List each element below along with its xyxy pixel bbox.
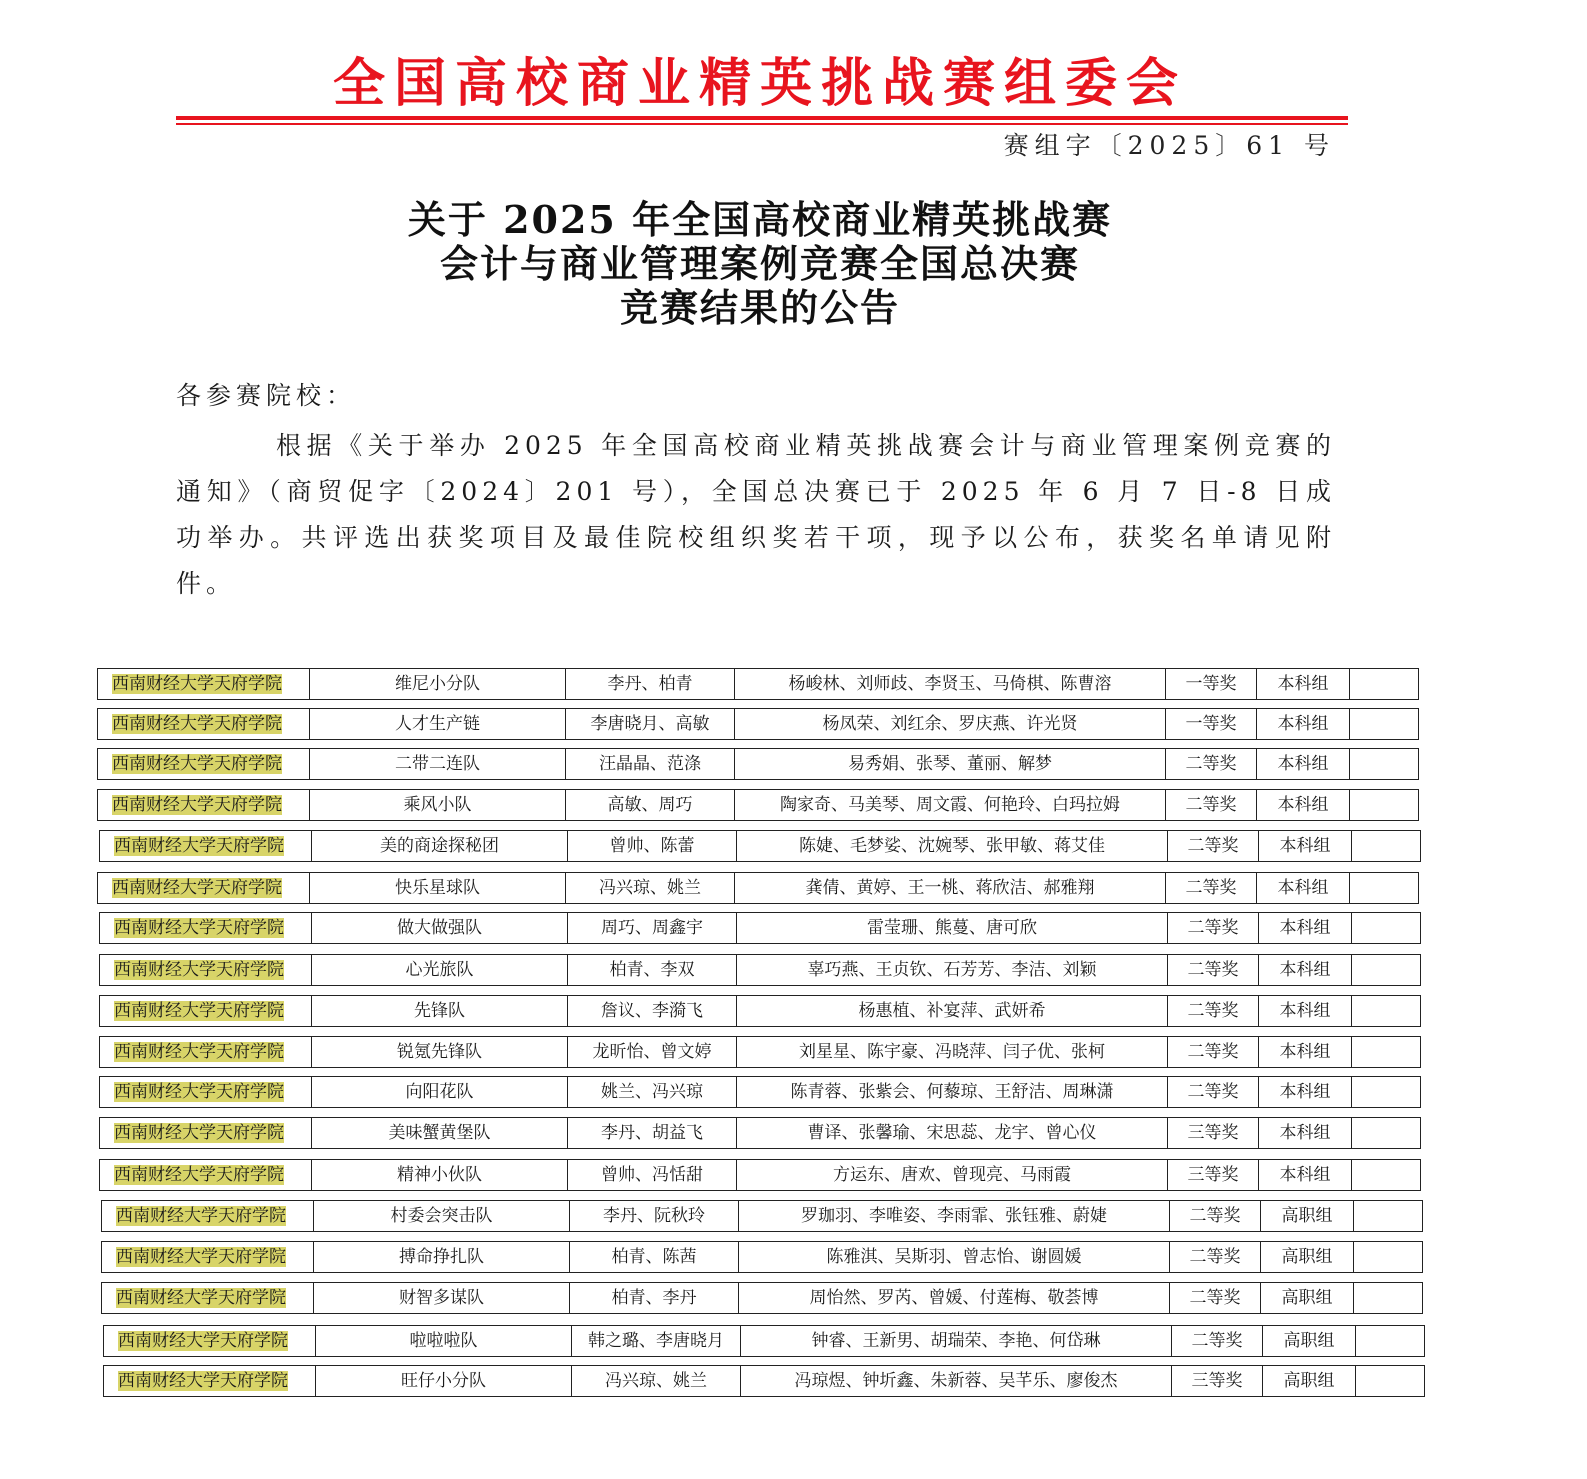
group-cell: 本科组 xyxy=(1256,749,1349,779)
document-number: 赛组字〔2025〕61 号 xyxy=(1003,131,1335,160)
team-name-cell: 心光旅队 xyxy=(311,955,567,985)
award-level-cell: 二等奖 xyxy=(1167,996,1258,1026)
school-cell xyxy=(97,749,309,779)
table-row xyxy=(97,708,1419,740)
award-level-cell: 二等奖 xyxy=(1167,831,1258,861)
school-name-highlight: 西南财经大学天府学院 xyxy=(112,714,282,734)
award-level-cell: 一等奖 xyxy=(1165,669,1256,699)
advisors-cell: 高敏、周巧 xyxy=(565,790,734,820)
team-name-cell: 向阳花队 xyxy=(311,1077,567,1107)
members-cell: 雷莹珊、熊蔓、唐可欣 xyxy=(736,913,1167,943)
empty-cell xyxy=(1351,955,1421,985)
members-cell: 曹译、张馨瑜、宋思蕊、龙宇、曾心仪 xyxy=(736,1118,1167,1148)
headline-line-2: 会计与商业管理案例竞赛全国总决赛 xyxy=(439,241,1080,286)
advisors-cell: 姚兰、冯兴琼 xyxy=(567,1077,736,1107)
table-row xyxy=(99,1159,1421,1191)
members-cell: 陈婕、毛梦娑、沈婉琴、张甲敏、蒋艾佳 xyxy=(736,831,1167,861)
school-name-highlight: 西南财经大学天府学院 xyxy=(114,918,284,938)
red-divider-thin xyxy=(176,123,1348,125)
headline-line-3: 竞赛结果的公告 xyxy=(619,285,900,330)
advisors-cell: 柏青、李丹 xyxy=(569,1283,738,1313)
table-row xyxy=(103,1365,1425,1397)
school-name-highlight: 西南财经大学天府学院 xyxy=(112,754,282,774)
school-cell xyxy=(97,669,309,699)
empty-cell xyxy=(1351,1077,1421,1107)
school-name-highlight: 西南财经大学天府学院 xyxy=(116,1247,286,1267)
group-cell: 本科组 xyxy=(1258,1160,1351,1190)
members-cell: 陈雅淇、吴斯羽、曾志怡、谢圆媛 xyxy=(738,1242,1169,1272)
team-name-cell: 搏命挣扎队 xyxy=(313,1242,569,1272)
group-cell: 高职组 xyxy=(1260,1283,1353,1313)
school-cell xyxy=(103,1366,315,1396)
group-cell: 本科组 xyxy=(1258,831,1351,861)
award-level-cell: 三等奖 xyxy=(1167,1160,1258,1190)
organization-title: 全国高校商业精英挑战赛组委会 xyxy=(332,53,1187,114)
members-cell: 龚倩、黄婷、王一桃、蒋欣洁、郝雅翔 xyxy=(734,873,1165,903)
school-cell xyxy=(99,1118,311,1148)
table-row xyxy=(101,1282,1423,1314)
group-cell: 本科组 xyxy=(1256,873,1349,903)
table-row xyxy=(101,1241,1423,1273)
award-level-cell: 二等奖 xyxy=(1169,1283,1260,1313)
team-name-cell: 人才生产链 xyxy=(309,709,565,739)
empty-cell xyxy=(1349,709,1419,739)
advisors-cell: 柏青、陈茜 xyxy=(569,1242,738,1272)
award-level-cell: 三等奖 xyxy=(1167,1118,1258,1148)
school-name-highlight: 西南财经大学天府学院 xyxy=(114,1123,284,1143)
empty-cell xyxy=(1349,873,1419,903)
salutation: 各参赛院校： xyxy=(176,381,357,410)
team-name-cell: 维尼小分队 xyxy=(309,669,565,699)
advisors-cell: 冯兴琼、姚兰 xyxy=(565,873,734,903)
group-cell: 本科组 xyxy=(1256,790,1349,820)
members-cell: 钟睿、王新男、胡瑞荣、李艳、何岱琳 xyxy=(740,1326,1171,1356)
award-level-cell: 二等奖 xyxy=(1167,1077,1258,1107)
group-cell: 高职组 xyxy=(1262,1366,1355,1396)
award-level-cell: 二等奖 xyxy=(1165,749,1256,779)
school-name-highlight: 西南财经大学天府学院 xyxy=(114,1165,284,1185)
empty-cell xyxy=(1353,1283,1423,1313)
team-name-cell: 啦啦啦队 xyxy=(315,1326,571,1356)
table-row xyxy=(99,1076,1421,1108)
school-name-highlight: 西南财经大学天府学院 xyxy=(114,960,284,980)
school-cell xyxy=(97,709,309,739)
group-cell: 高职组 xyxy=(1260,1201,1353,1231)
advisors-cell: 曾帅、冯恬甜 xyxy=(567,1160,736,1190)
team-name-cell: 乘风小队 xyxy=(309,790,565,820)
group-cell: 本科组 xyxy=(1256,669,1349,699)
school-cell xyxy=(99,996,311,1026)
empty-cell xyxy=(1351,913,1421,943)
group-cell: 本科组 xyxy=(1258,996,1351,1026)
school-name-highlight: 西南财经大学天府学院 xyxy=(118,1371,288,1391)
members-cell: 罗珈羽、李唯姿、李雨霏、张钰雅、蔚婕 xyxy=(738,1201,1169,1231)
advisors-cell: 汪晶晶、范涤 xyxy=(565,749,734,779)
school-name-highlight: 西南财经大学天府学院 xyxy=(112,674,282,694)
members-cell: 冯琼煜、钟圻鑫、朱新蓉、吴芊乐、廖俊杰 xyxy=(740,1366,1171,1396)
advisors-cell: 韩之璐、李唐晓月 xyxy=(571,1326,740,1356)
school-name-highlight: 西南财经大学天府学院 xyxy=(112,878,282,898)
empty-cell xyxy=(1355,1366,1425,1396)
school-cell xyxy=(101,1283,313,1313)
advisors-cell: 李唐晓月、高敏 xyxy=(565,709,734,739)
group-cell: 本科组 xyxy=(1258,1077,1351,1107)
empty-cell xyxy=(1349,790,1419,820)
school-cell xyxy=(97,790,309,820)
advisors-cell: 李丹、胡益飞 xyxy=(567,1118,736,1148)
school-name-highlight: 西南财经大学天府学院 xyxy=(114,1042,284,1062)
team-name-cell: 先锋队 xyxy=(311,996,567,1026)
advisors-cell: 龙昕怡、曾文婷 xyxy=(567,1037,736,1067)
advisors-cell: 詹议、李漪飞 xyxy=(567,996,736,1026)
group-cell: 本科组 xyxy=(1258,955,1351,985)
team-name-cell: 精神小伙队 xyxy=(311,1160,567,1190)
award-level-cell: 一等奖 xyxy=(1165,709,1256,739)
award-level-cell: 二等奖 xyxy=(1165,873,1256,903)
red-divider-thick xyxy=(176,116,1348,120)
award-level-cell: 二等奖 xyxy=(1165,790,1256,820)
advisors-cell: 李丹、阮秋玲 xyxy=(569,1201,738,1231)
school-cell xyxy=(97,873,309,903)
members-cell: 陶家奇、马美琴、周文霞、何艳玲、白玛拉姆 xyxy=(734,790,1165,820)
members-cell: 辜巧燕、王贞钦、石芳芳、李洁、刘颖 xyxy=(736,955,1167,985)
empty-cell xyxy=(1349,749,1419,779)
school-cell xyxy=(99,1160,311,1190)
team-name-cell: 二带二连队 xyxy=(309,749,565,779)
award-level-cell: 二等奖 xyxy=(1167,913,1258,943)
group-cell: 高职组 xyxy=(1262,1326,1355,1356)
empty-cell xyxy=(1351,1118,1421,1148)
school-cell xyxy=(99,831,311,861)
award-level-cell: 二等奖 xyxy=(1171,1326,1262,1356)
members-cell: 周怡然、罗芮、曾媛、付莲梅、敬荟博 xyxy=(738,1283,1169,1313)
table-row xyxy=(97,668,1419,700)
school-name-highlight: 西南财经大学天府学院 xyxy=(118,1331,288,1351)
table-row xyxy=(99,995,1421,1027)
members-cell: 方运东、唐欢、曾现亮、马雨霞 xyxy=(736,1160,1167,1190)
table-row xyxy=(97,872,1419,904)
table-row xyxy=(99,1036,1421,1068)
table-row xyxy=(103,1325,1425,1357)
group-cell: 高职组 xyxy=(1260,1242,1353,1272)
group-cell: 本科组 xyxy=(1256,709,1349,739)
school-name-highlight: 西南财经大学天府学院 xyxy=(116,1288,286,1308)
members-cell: 陈青蓉、张紫会、何藜琼、王舒洁、周琳潇 xyxy=(736,1077,1167,1107)
members-cell: 杨凤荣、刘红余、罗庆燕、许光贤 xyxy=(734,709,1165,739)
school-cell xyxy=(99,955,311,985)
table-row xyxy=(99,1117,1421,1149)
award-level-cell: 二等奖 xyxy=(1167,1037,1258,1067)
table-row xyxy=(101,1200,1423,1232)
school-name-highlight: 西南财经大学天府学院 xyxy=(114,1001,284,1021)
team-name-cell: 美味蟹黄堡队 xyxy=(311,1118,567,1148)
body-paragraph: 根据《关于举办 2025 年全国高校商业精英挑战赛会计与商业管理案例竞赛的通知》（商贸促字〔2024〕201 号），全国总决赛已于 2025 年 6 月 7 日-8 日成功举办。共评选出获奖项目及最佳院校组织奖若干项，现予以公布，获奖名单请见附件。 xyxy=(176,431,1336,598)
group-cell: 本科组 xyxy=(1258,1037,1351,1067)
team-name-cell: 财智多谋队 xyxy=(313,1283,569,1313)
table-row xyxy=(99,830,1421,862)
members-cell: 杨惠植、补宴萍、武妍希 xyxy=(736,996,1167,1026)
members-cell: 易秀娟、张琴、董丽、解梦 xyxy=(734,749,1165,779)
empty-cell xyxy=(1351,996,1421,1026)
advisors-cell: 李丹、柏青 xyxy=(565,669,734,699)
award-level-cell: 二等奖 xyxy=(1167,955,1258,985)
announcement-headline xyxy=(200,198,1320,330)
members-cell: 杨峻林、刘师歧、李贤玉、马倚棋、陈曹溶 xyxy=(734,669,1165,699)
team-name-cell: 村委会突击队 xyxy=(313,1201,569,1231)
team-name-cell: 做大做强队 xyxy=(311,913,567,943)
team-name-cell: 锐氪先锋队 xyxy=(311,1037,567,1067)
table-row xyxy=(97,748,1419,780)
empty-cell xyxy=(1351,1160,1421,1190)
empty-cell xyxy=(1353,1242,1423,1272)
headline-line-1: 关于 2025 年全国高校商业精英挑战赛 xyxy=(407,197,1113,242)
empty-cell xyxy=(1353,1201,1423,1231)
school-cell xyxy=(99,1077,311,1107)
advisors-cell: 周巧、周鑫宇 xyxy=(567,913,736,943)
advisors-cell: 冯兴琼、姚兰 xyxy=(571,1366,740,1396)
school-name-highlight: 西南财经大学天府学院 xyxy=(114,836,284,856)
award-level-cell: 二等奖 xyxy=(1169,1242,1260,1272)
empty-cell xyxy=(1355,1326,1425,1356)
empty-cell xyxy=(1351,831,1421,861)
school-cell xyxy=(99,913,311,943)
team-name-cell: 旺仔小分队 xyxy=(315,1366,571,1396)
school-name-highlight: 西南财经大学天府学院 xyxy=(112,795,282,815)
award-level-cell: 二等奖 xyxy=(1169,1201,1260,1231)
school-name-highlight: 西南财经大学天府学院 xyxy=(116,1206,286,1226)
award-level-cell: 三等奖 xyxy=(1171,1366,1262,1396)
table-row xyxy=(97,789,1419,821)
table-row xyxy=(99,954,1421,986)
school-cell xyxy=(101,1201,313,1231)
group-cell: 本科组 xyxy=(1258,913,1351,943)
team-name-cell: 快乐星球队 xyxy=(309,873,565,903)
group-cell: 本科组 xyxy=(1258,1118,1351,1148)
advisors-cell: 曾帅、陈蕾 xyxy=(567,831,736,861)
school-cell xyxy=(99,1037,311,1067)
school-cell xyxy=(101,1242,313,1272)
advisors-cell: 柏青、李双 xyxy=(567,955,736,985)
table-row xyxy=(99,912,1421,944)
empty-cell xyxy=(1349,669,1419,699)
team-name-cell: 美的商途探秘团 xyxy=(311,831,567,861)
school-cell xyxy=(103,1326,315,1356)
school-name-highlight: 西南财经大学天府学院 xyxy=(114,1082,284,1102)
members-cell: 刘星星、陈宇豪、冯晓萍、闫子优、张柯 xyxy=(736,1037,1167,1067)
empty-cell xyxy=(1351,1037,1421,1067)
